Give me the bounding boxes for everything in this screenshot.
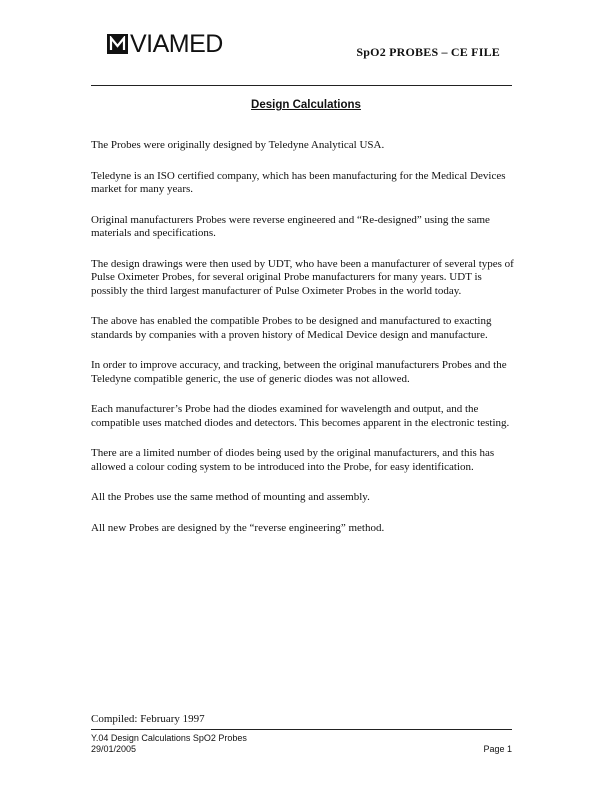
m-logo-icon (107, 34, 128, 54)
document-body (91, 139, 521, 552)
footer (91, 733, 512, 755)
paragraph: The Probes were originally designed by Teledyne Analytical USA. (91, 139, 385, 151)
footer-file-ref: Y.04 Design Calculations SpO2 Probes (91, 733, 247, 743)
paragraph: All the Probes use the same method of mounting and assembly. (91, 491, 370, 503)
paragraph: The above has enabled the compatible Probes to be designed and manufactured to exacting standards by companies with a proven history of Medical Device design and manufacture. (91, 315, 492, 341)
paragraph: All new Probes are designed by the “reverse engineering” method. (91, 521, 385, 534)
paragraph: There are a limited number of diodes being used by the original manufacturers, and this has allowed a colour coding system to be introduced into the Probe, for easy identification. (91, 447, 495, 473)
header-divider (91, 85, 512, 86)
paragraph: Original manufacturers Probes were reverse engineered and “Re-designed” using the same materials and specifications. (91, 213, 490, 239)
paragraph: The design drawings were then used by UDT, who have been a manufacturer of several types of Pulse Oximeter Probes, for several original Probe manufacturers for many years. UDT is possibly the third largest manufacturer of Pulse Oximeter Probes in the world today. (91, 257, 514, 297)
compiled-date: Compiled: February 1997 (91, 713, 205, 725)
company-logo (107, 30, 223, 58)
page-title: Design Calculations (251, 99, 361, 111)
footer-divider (91, 729, 512, 730)
paragraph: In order to improve accuracy, and tracking, between the original manufacturers Probes and the Teledyne compatible generic, the use of generic diodes was not allowed. (91, 359, 507, 385)
page-number: Page 1 (483, 744, 512, 754)
footer-date: 29/01/2005 (91, 744, 137, 754)
logo-text: VIAMED (130, 30, 223, 58)
header-title: SpO2 PROBES – CE FILE (356, 45, 500, 59)
paragraph: Each manufacturer’s Probe had the diodes examined for wavelength and output, and the compatible uses matched diodes and detectors. This becomes apparent in the electronic testing. (91, 403, 510, 429)
paragraph: Teledyne is an ISO certified company, which has been manufacturing for the Medical Devices market for many years. (91, 169, 506, 195)
